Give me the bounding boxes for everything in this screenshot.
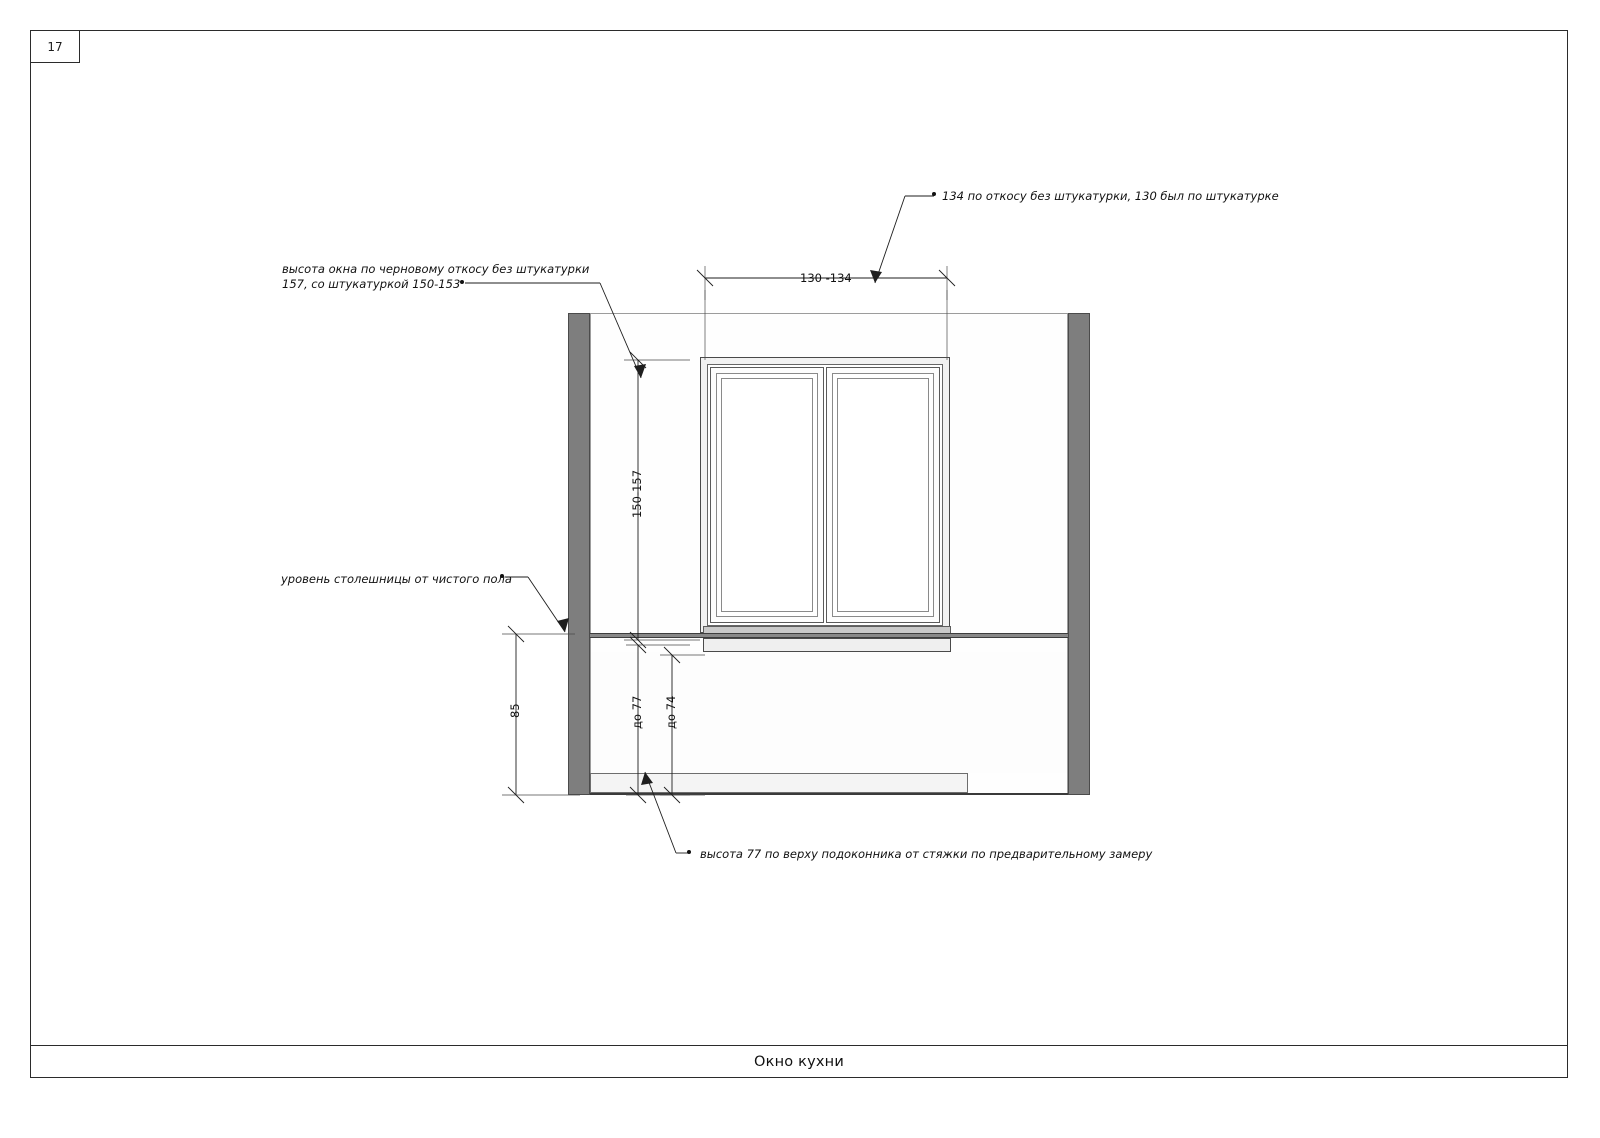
dim-label-window-height: 150-157 [630, 469, 644, 518]
leader-countertop [505, 577, 569, 632]
dim-label-width-top: 130 -134 [800, 271, 852, 285]
note-bullet-window-height [460, 280, 464, 284]
note-window-height-line1: высота окна по черновому откосу без штукатурки [282, 262, 590, 276]
note-top-right: 134 по откосу без штукатурки, 130 был по штукатурке [942, 189, 1279, 203]
leader-top-right [870, 196, 934, 283]
leader-sill-height [641, 772, 689, 853]
leader-window-height [465, 283, 646, 378]
note-bullet-top-right [932, 192, 936, 196]
dim-label-to-74: до 74 [664, 695, 678, 729]
note-window-height-line2: 157, со штукатуркой 150-153 [282, 277, 461, 291]
dim-label-counter-height: 85 [508, 703, 522, 718]
note-countertop-level: уровень столешницы от чистого пола [281, 572, 512, 586]
sheet-title: Окно кухни [754, 1054, 844, 1070]
dim-label-to-77: до 77 [630, 695, 644, 729]
page-number: 17 [47, 39, 63, 54]
note-bullet-sill-height [687, 850, 691, 854]
sheet-title-bar [30, 1045, 1568, 1078]
note-sill-height: высота 77 по верху подоконника от стяжки по предварительному замеру [700, 847, 1153, 861]
